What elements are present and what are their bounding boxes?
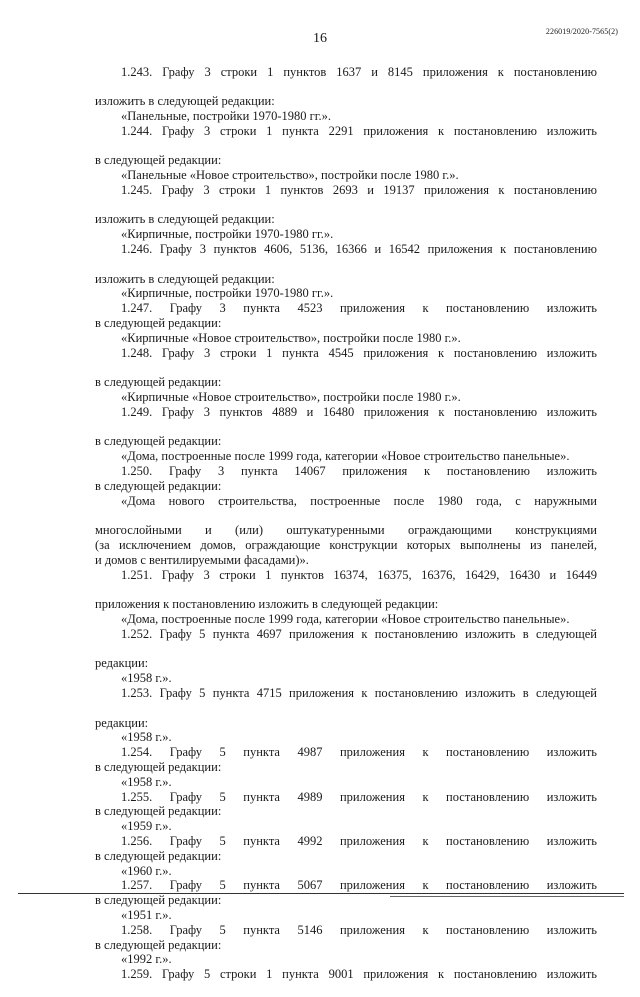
clause-first-line [95, 790, 597, 805]
clause-1-255 [95, 790, 597, 834]
clause-new-wording: «1960 г.». [121, 863, 172, 878]
clause-word: изложить [546, 464, 597, 479]
clause-word: приложения [339, 301, 405, 316]
clause-1-249 [95, 405, 597, 464]
clause-word: Графу [169, 789, 203, 804]
clause-first-line: 1.253. Графу 5 пункта 4715 приложения к постановлению изложить в следующей [121, 685, 597, 700]
clause-word: постановлению [446, 833, 530, 848]
clause-word: пункта [243, 745, 280, 760]
clause-1-254 [95, 745, 597, 789]
clause-continuation: в следующей редакции: [95, 848, 222, 863]
clause-first-line: 1.245. Графу 3 строки 1 пунктов 2693 и 19137 приложения к постановлению [121, 182, 597, 197]
clause-word: пункта [243, 301, 280, 316]
clause-1-256 [95, 834, 597, 878]
document-code: 226019/2020-7565(2) [545, 27, 618, 36]
clause-word: пункта [240, 464, 278, 479]
clause-word: 5 [219, 878, 226, 893]
clause-first-line: 1.248. Графу 3 строки 1 пункта 4545 приложения к постановлению изложить [121, 345, 597, 360]
clause-word: пункта [243, 922, 280, 937]
clause-word: 5067 [297, 878, 323, 893]
clause-continuation: редакции: [95, 715, 149, 730]
clause-word: постановлению [446, 789, 530, 804]
clause-word: 1.258. [121, 922, 153, 937]
clause-word: 1.255. [121, 789, 153, 804]
clause-1-245 [95, 183, 597, 242]
clause-new-wording: «Дома, построенные после 1999 года, категории «Новое строительство панельные». [121, 611, 570, 626]
bottom-rule-secondary [390, 896, 624, 897]
clause-first-line [95, 834, 597, 849]
clause-continuation: изложить в следующей редакции: [95, 212, 275, 227]
clause-word: 1.254. [121, 745, 153, 760]
document-body [95, 65, 597, 997]
clause-word: приложения [339, 833, 405, 848]
page-number: 16 [313, 31, 327, 46]
clause-1-258 [95, 923, 597, 967]
clause-word: пункта [243, 789, 280, 804]
clause-first-line: 1.251. Графу 3 строки 1 пунктов 16374, 16375, 16376, 16429, 16430 и 16449 [121, 567, 597, 582]
clause-continuation: в следующей редакции: [95, 153, 222, 168]
clause-word: 3 [219, 301, 226, 316]
clause-word: 1.257. [121, 878, 153, 893]
clause-1-250 [95, 464, 597, 568]
clause-word: 3 [217, 464, 225, 479]
clause-new-wording: «Кирпичные «Новое строительство», постройки после 1980 г.». [121, 390, 461, 405]
clause-new-wording-line: (за исключением домов, ограждающие конструкции которых выполнены из панелей, [95, 538, 597, 552]
clause-word: пункта [243, 878, 280, 893]
clause-1-246 [95, 242, 597, 301]
clause-continuation: изложить в следующей редакции: [95, 271, 275, 286]
clause-first-line: 1.249. Графу 3 пунктов 4889 и 16480 приложения к постановлению изложить [121, 404, 597, 419]
clause-word: Графу [169, 878, 203, 893]
clause-word: приложения [342, 464, 408, 479]
clause-word: к [424, 464, 431, 479]
clause-1-252 [95, 627, 597, 686]
clause-new-wording: «Кирпичные «Новое строительство», постройки после 1980 г.». [121, 330, 461, 345]
clause-word: изложить [546, 745, 597, 760]
clause-word: 5146 [297, 922, 323, 937]
clause-first-line [95, 745, 597, 760]
clause-word: к [422, 878, 429, 893]
clause-word: изложить [546, 789, 597, 804]
clause-continuation: в следующей редакции: [95, 316, 222, 331]
clause-first-line [95, 923, 597, 938]
clause-word: постановлению [446, 745, 530, 760]
clause-new-wording: «1958 г.». [121, 730, 172, 745]
clause-word: 4523 [297, 301, 323, 316]
clause-new-wording: «1951 г.». [121, 907, 172, 922]
clause-first-line: 1.246. Графу 3 пунктов 4606, 5136, 16366 и 16542 приложения к постановлению [121, 242, 597, 257]
clause-word: изложить [546, 878, 597, 893]
clause-word: Графу [169, 745, 203, 760]
clause-word: Графу [169, 833, 203, 848]
clause-new-wording: «1992 г.». [121, 952, 172, 967]
clause-new-wording: «1958 г.». [121, 671, 172, 686]
clause-new-wording: «Панельные «Новое строительство», постройки после 1980 г.». [121, 168, 459, 183]
clause-continuation: в следующей редакции: [95, 375, 222, 390]
clause-word: 5 [219, 789, 226, 804]
clause-new-wording: «Панельные, постройки 1970-1980 гг.». [121, 108, 332, 123]
clause-new-wording: «1958 г.». [121, 774, 172, 789]
clause-word: изложить [546, 922, 597, 937]
clause-word: 1.250. [121, 464, 153, 479]
clause-new-wording-line: и домов с вентилируемыми фасадами)». [95, 552, 309, 567]
clause-continuation: приложения к постановлению изложить в следующей редакции: [95, 597, 439, 612]
clause-word: приложения [339, 789, 405, 804]
clause-first-line: 1.252. Графу 5 пункта 4697 приложения к постановлению изложить в следующей [121, 626, 597, 641]
clause-word: 5 [219, 833, 226, 848]
clause-continuation: в следующей редакции: [95, 937, 222, 952]
clause-new-wording: «Дома, построенные после 1999 года, категории «Новое строительство панельные». [121, 449, 570, 464]
clause-new-wording: «Кирпичные, постройки 1970-1980 гг.». [121, 286, 334, 301]
clause-first-line [95, 301, 597, 316]
clause-word: Графу [169, 301, 203, 316]
clause-word: постановлению [446, 878, 530, 893]
clause-first-line: 1.259. Графу 5 строки 1 пункта 9001 приложения к постановлению изложить [121, 967, 597, 982]
clause-word: изложить [546, 833, 597, 848]
clause-word: 4987 [297, 745, 323, 760]
clause-word: приложения [339, 878, 405, 893]
clause-word: 14067 [294, 464, 326, 479]
clause-word: изложить [546, 301, 597, 316]
clause-word: 5 [219, 745, 226, 760]
clause-word: 4989 [297, 789, 323, 804]
clause-word: к [422, 922, 429, 937]
clause-word: Графу [168, 464, 202, 479]
clause-continuation: редакции: [95, 656, 149, 671]
clause-word: приложения [339, 922, 405, 937]
clause-word: к [422, 789, 429, 804]
clause-word: пункта [243, 833, 280, 848]
clause-continuation: изложить в следующей редакции: [95, 94, 275, 109]
clause-continuation: в следующей редакции: [95, 804, 222, 819]
clause-continuation: в следующей редакции: [95, 893, 222, 908]
clause-word: к [422, 301, 429, 316]
clause-1-243 [95, 65, 597, 124]
clause-first-line: 1.244. Графу 3 строки 1 пункта 2291 приложения к постановлению изложить [121, 123, 597, 138]
clause-word: постановлению [446, 922, 530, 937]
clause-word: приложения [339, 745, 405, 760]
clause-1-247 [95, 301, 597, 345]
clause-first-line: 1.243. Графу 3 строки 1 пунктов 1637 и 8145 приложения к постановлению [121, 64, 597, 79]
clause-1-259 [95, 967, 597, 997]
clause-new-wording-line: многослойными и (или) оштукатуренными ограждающими конструкциями [95, 523, 597, 538]
clause-word: Графу [169, 922, 203, 937]
clause-continuation: в следующей редакции: [95, 434, 222, 449]
clause-word: к [422, 833, 429, 848]
clause-word: 4992 [297, 833, 323, 848]
clause-word: постановлению [446, 301, 530, 316]
clause-word: 1.247. [121, 301, 153, 316]
bottom-rule [18, 893, 624, 894]
clause-first-line [95, 878, 597, 893]
clause-1-257 [95, 878, 597, 922]
clause-1-253 [95, 686, 597, 745]
clause-new-wording-line: «Дома нового строительства, построенные после 1980 года, с наружными [121, 493, 597, 508]
clause-new-wording: «Кирпичные, постройки 1970-1980 гг.». [121, 227, 334, 242]
clause-1-248 [95, 346, 597, 405]
clause-first-line [95, 464, 597, 479]
clause-word: 1.256. [121, 833, 153, 848]
clause-continuation: в следующей редакции: [95, 759, 222, 774]
clause-1-244 [95, 124, 597, 183]
clause-word: постановлению [446, 464, 530, 479]
clause-continuation: в следующей редакции: [95, 478, 222, 493]
clause-new-wording: «1959 г.». [121, 819, 172, 834]
clause-word: к [422, 745, 429, 760]
clause-word: 5 [219, 922, 226, 937]
clause-1-251 [95, 568, 597, 627]
